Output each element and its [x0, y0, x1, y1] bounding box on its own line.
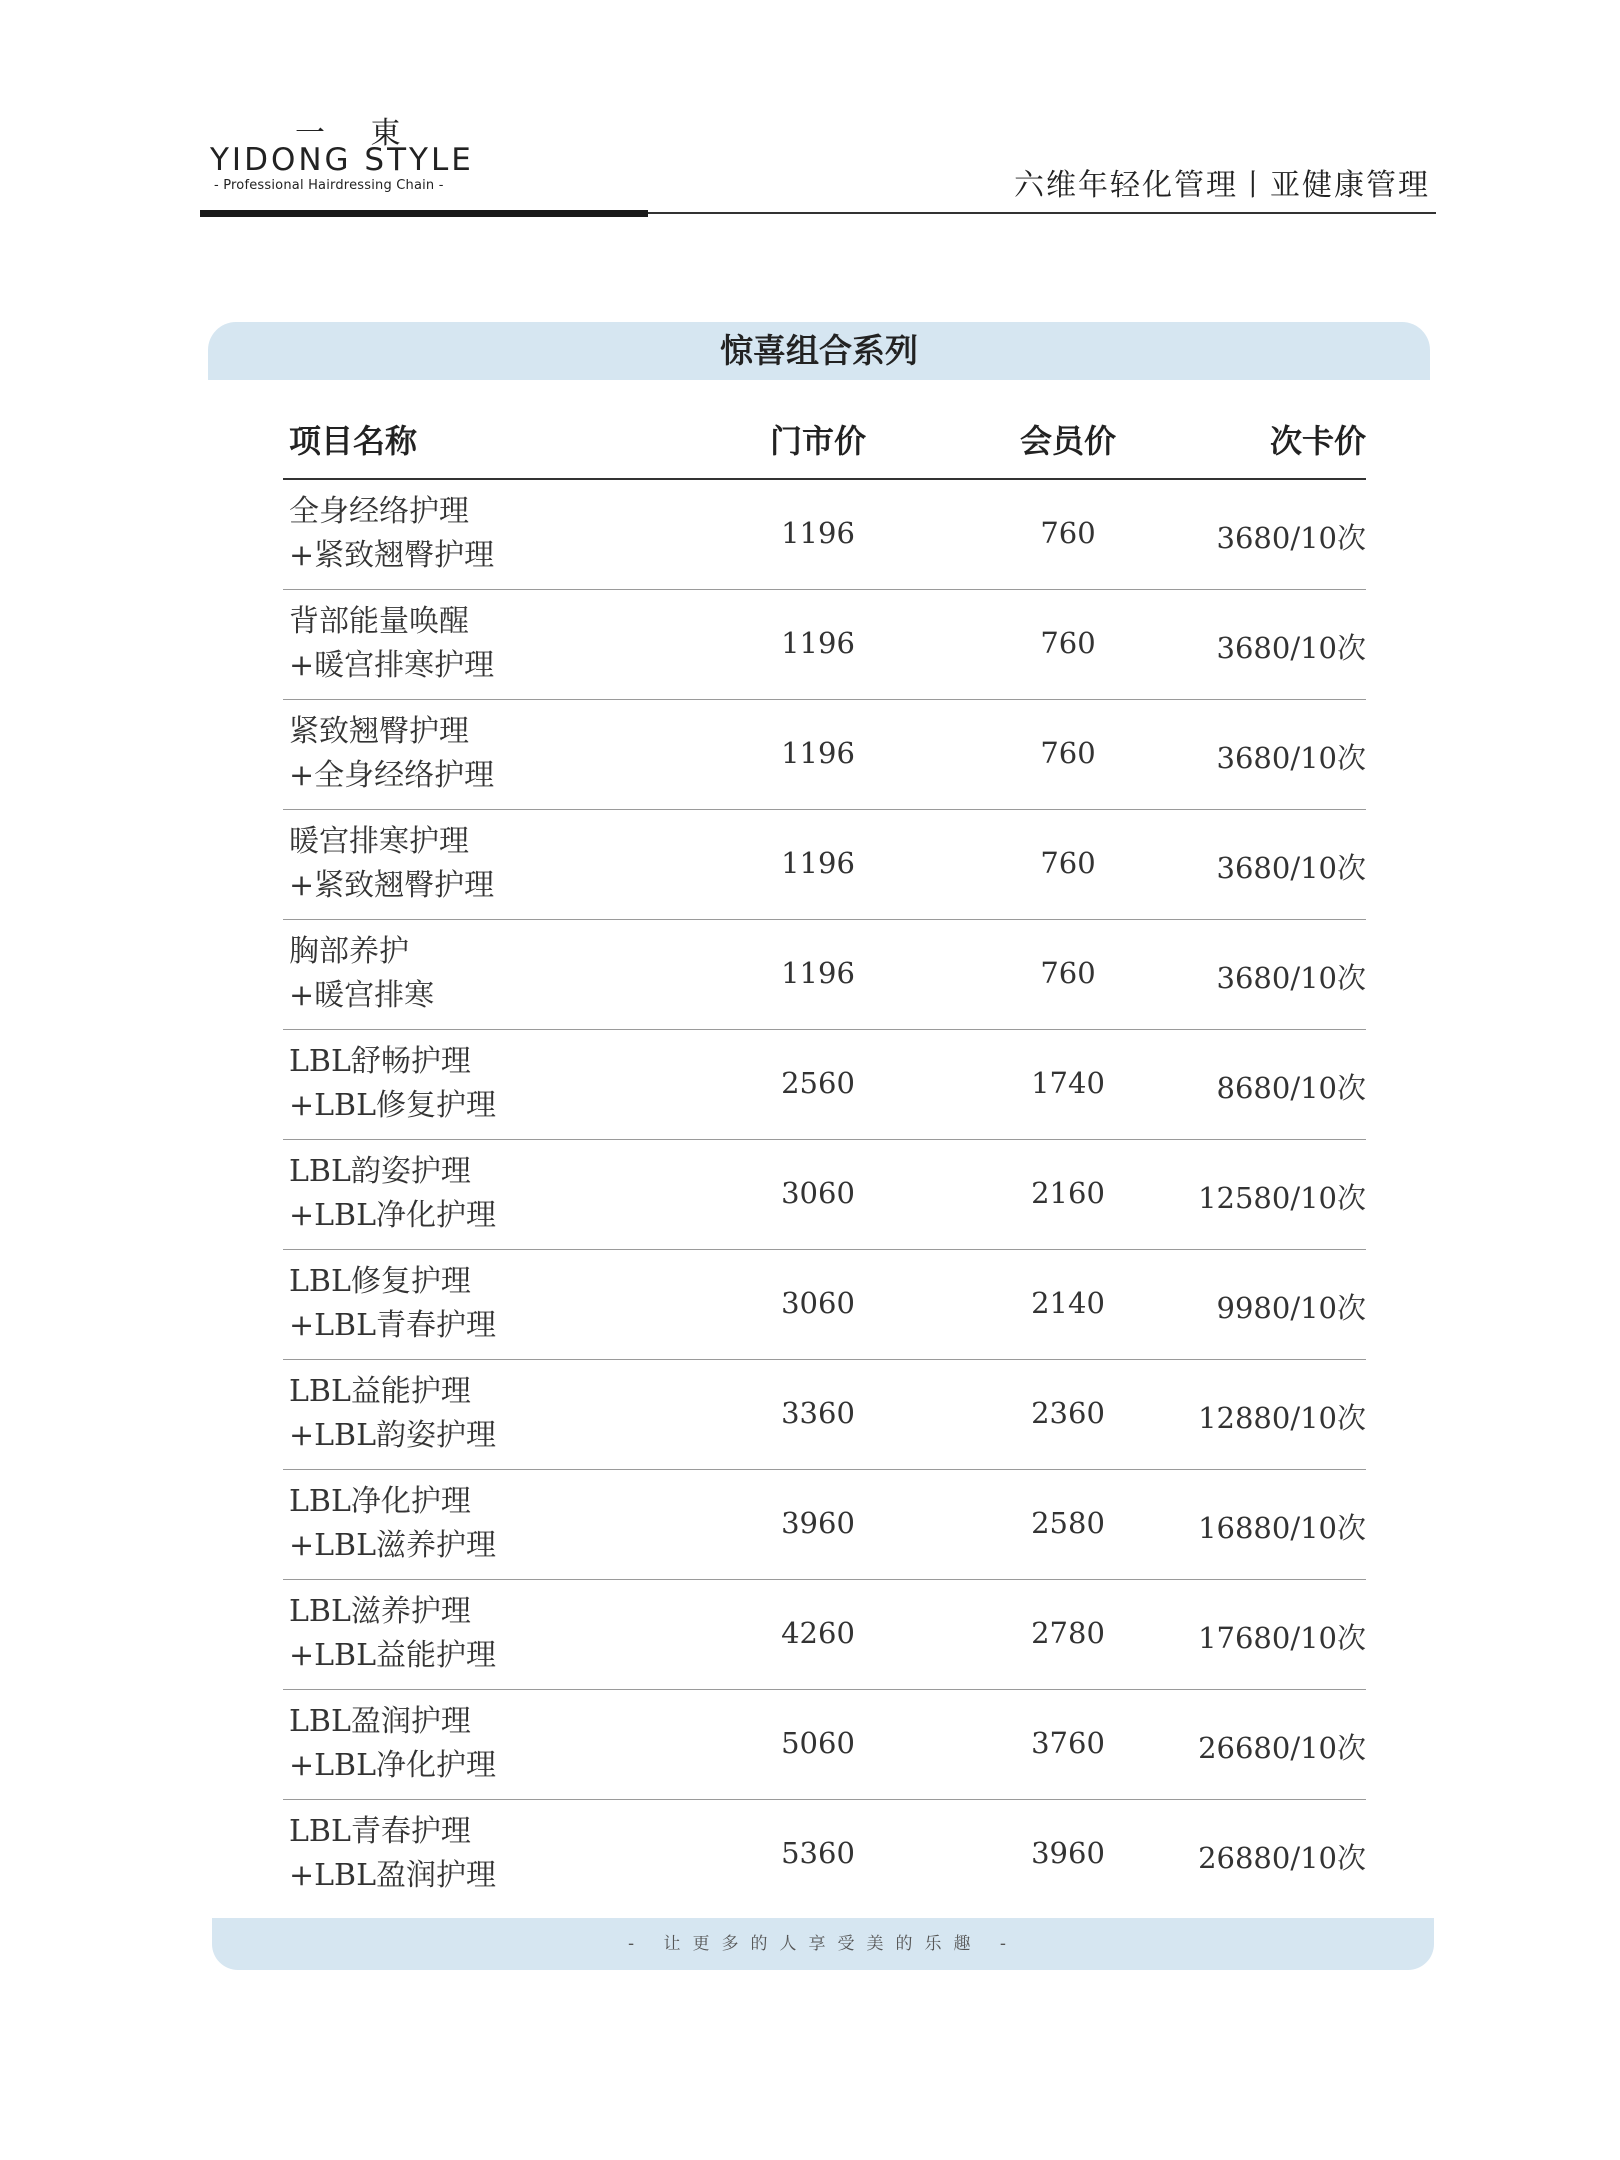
item-name-line2: +暖宫排寒	[289, 978, 435, 1013]
item-name-line2: +LBL青春护理	[289, 1308, 497, 1343]
member-price: 3960	[1031, 1836, 1105, 1870]
table-row	[283, 1250, 1366, 1360]
store-price: 3060	[781, 1176, 855, 1210]
item-name	[289, 1590, 496, 1678]
item-name	[289, 1040, 496, 1128]
card-price: 9980/10次	[1216, 1291, 1366, 1325]
store-price: 3060	[781, 1286, 855, 1320]
member-price: 760	[1040, 626, 1096, 660]
item-name	[289, 1370, 496, 1458]
store-price: 3360	[781, 1396, 855, 1430]
item-name	[289, 1810, 496, 1898]
item-name-line2: +LBL滋养护理	[289, 1528, 497, 1563]
card-price: 16880/10次	[1198, 1511, 1366, 1545]
item-name-line2: +LBL韵姿护理	[289, 1418, 497, 1453]
item-name	[289, 600, 494, 688]
item-name-line2: +紧致翘臀护理	[289, 868, 495, 903]
item-name-line1: LBL青春护理	[289, 1814, 471, 1849]
item-name	[289, 490, 494, 578]
card-price: 26880/10次	[1198, 1841, 1366, 1875]
table-row	[283, 590, 1366, 700]
store-price: 3960	[781, 1506, 855, 1540]
price-table	[283, 400, 1366, 1909]
item-name-line1: 全身经络护理	[289, 494, 469, 529]
card-price: 12880/10次	[1198, 1401, 1366, 1435]
header-rule-thick	[200, 210, 648, 217]
item-name-line1: LBL舒畅护理	[289, 1044, 471, 1079]
item-name-line2: +LBL净化护理	[289, 1748, 497, 1783]
member-price: 2780	[1031, 1616, 1105, 1650]
item-name-line1: 背部能量唤醒	[289, 604, 469, 639]
table-row	[283, 1030, 1366, 1140]
item-name-line1: LBL盈润护理	[289, 1704, 471, 1739]
card-price: 26680/10次	[1198, 1731, 1366, 1765]
item-name	[289, 1150, 496, 1238]
card-price: 3680/10次	[1216, 631, 1366, 665]
item-name	[289, 1260, 496, 1348]
table-row	[283, 1470, 1366, 1580]
section-banner: 惊喜组合系列	[208, 322, 1430, 380]
store-price: 4260	[781, 1616, 855, 1650]
footer-banner: - 让更多的人享受美的乐趣 -	[212, 1918, 1434, 1970]
item-name-line1: LBL净化护理	[289, 1484, 471, 1519]
header-member-price: 会员价	[1019, 422, 1117, 460]
member-price: 760	[1040, 736, 1096, 770]
table-row	[283, 810, 1366, 920]
card-price: 3680/10次	[1216, 521, 1366, 555]
item-name-line1: LBL韵姿护理	[289, 1154, 471, 1189]
member-price: 3760	[1031, 1726, 1105, 1760]
card-price: 3680/10次	[1216, 961, 1366, 995]
member-price: 2580	[1031, 1506, 1105, 1540]
member-price: 1740	[1031, 1066, 1105, 1100]
table-row	[283, 700, 1366, 810]
item-name-line1: 胸部养护	[289, 934, 409, 969]
item-name	[289, 1480, 496, 1568]
item-name-line2: +紧致翘臀护理	[289, 538, 495, 573]
item-name	[289, 930, 434, 1018]
table-row	[283, 480, 1366, 590]
card-price: 17680/10次	[1198, 1621, 1366, 1655]
table-header	[283, 400, 1366, 480]
header-name: 项目名称	[289, 422, 418, 460]
member-price: 760	[1040, 846, 1096, 880]
store-price: 5360	[781, 1836, 855, 1870]
table-row	[283, 920, 1366, 1030]
card-price: 3680/10次	[1216, 851, 1366, 885]
member-price: 2160	[1031, 1176, 1105, 1210]
member-price: 760	[1040, 956, 1096, 990]
item-name-line1: 紧致翘臀护理	[289, 714, 469, 749]
store-price: 2560	[781, 1066, 855, 1100]
store-price: 5060	[781, 1726, 855, 1760]
item-name-line1: 暖宫排寒护理	[289, 824, 469, 859]
item-name	[289, 820, 494, 908]
member-price: 2140	[1031, 1286, 1105, 1320]
item-name-line2: +LBL净化护理	[289, 1198, 497, 1233]
header-title: 六维年轻化管理丨亚健康管理	[1014, 168, 1430, 203]
card-price: 8680/10次	[1216, 1071, 1366, 1105]
header-card-price: 次卡价	[1269, 422, 1366, 460]
item-name-line1: LBL修复护理	[289, 1264, 471, 1299]
item-name-line2: +LBL修复护理	[289, 1088, 497, 1123]
table-row	[283, 1800, 1366, 1909]
store-price: 1196	[781, 846, 855, 880]
table-row	[283, 1690, 1366, 1800]
header-store-price: 门市价	[769, 422, 867, 460]
item-name	[289, 1700, 496, 1788]
logo-en: YIDONG STYLE	[210, 142, 474, 178]
table-row	[283, 1140, 1366, 1250]
item-name-line1: LBL滋养护理	[289, 1594, 471, 1629]
table-row	[283, 1360, 1366, 1470]
item-name	[289, 710, 494, 798]
store-price: 1196	[781, 956, 855, 990]
member-price: 2360	[1031, 1396, 1105, 1430]
table-row	[283, 1580, 1366, 1690]
logo-cn: 一 東	[295, 116, 419, 151]
item-name-line2: +LBL盈润护理	[289, 1858, 497, 1893]
item-name-line2: +全身经络护理	[289, 758, 495, 793]
member-price: 760	[1040, 516, 1096, 550]
card-price: 12580/10次	[1198, 1181, 1366, 1215]
item-name-line2: +LBL益能护理	[289, 1638, 497, 1673]
store-price: 1196	[781, 736, 855, 770]
logo-subtitle: - Professional Hairdressing Chain -	[214, 178, 444, 193]
item-name-line1: LBL益能护理	[289, 1374, 471, 1409]
store-price: 1196	[781, 626, 855, 660]
card-price: 3680/10次	[1216, 741, 1366, 775]
store-price: 1196	[781, 516, 855, 550]
table-body	[283, 480, 1366, 1909]
item-name-line2: +暖宫排寒护理	[289, 648, 495, 683]
